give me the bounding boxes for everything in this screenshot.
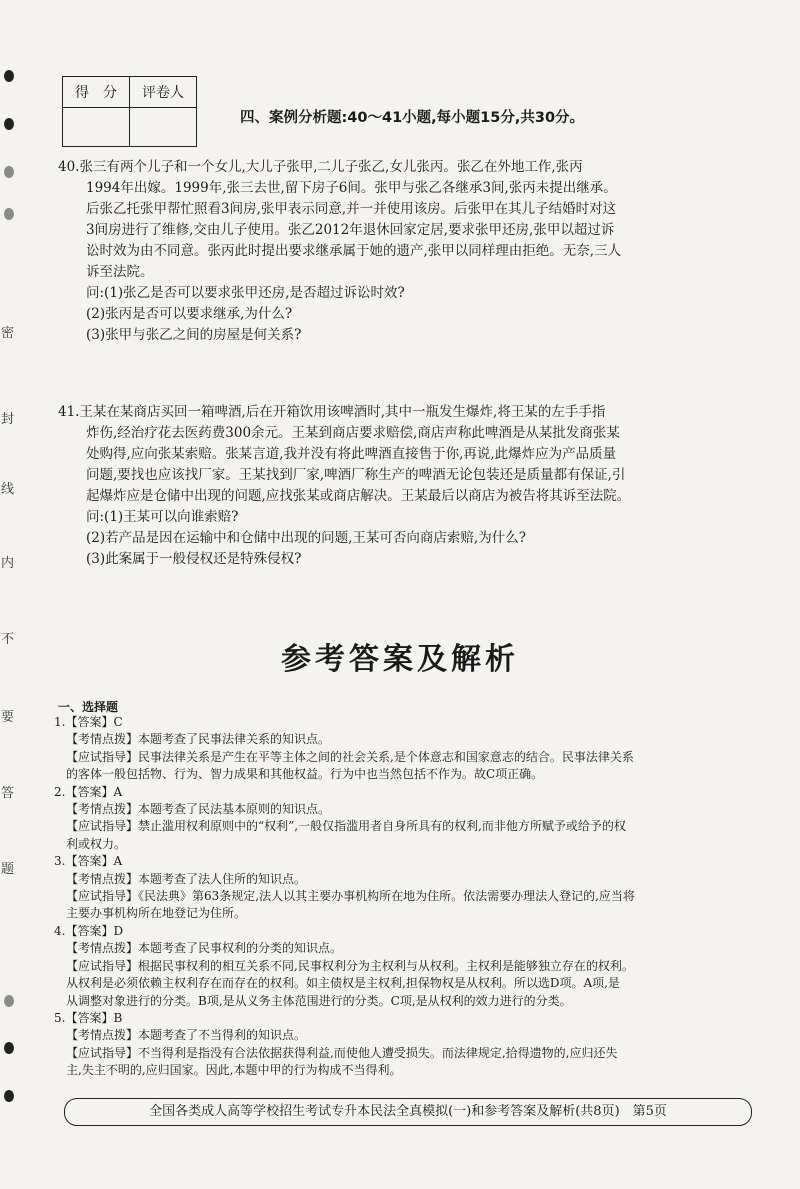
question-text-line: 后张乙托张甲帮忙照看3间房,张甲表示同意,并一并使用该房。后张甲在其儿子结婚时对这	[86, 201, 617, 217]
page-footer: 全国各类成人高等学校招生考试专升本民法全真模拟(一)和参考答案及解析(共8页) 第5页	[64, 1098, 752, 1126]
binding-hole	[4, 208, 14, 220]
question-text-line: 1994年出嫁。1999年,张三去世,留下房子6间。张甲与张乙各继承3间,张丙未提出继承。	[86, 180, 617, 196]
score-cell	[63, 108, 130, 147]
question-text-line: 处购得,应向张某索赔。张某言道,我并没有将此啤酒直接售于你,再说,此爆炸应为产品质量	[86, 446, 617, 462]
sub-question: 问:(1)张乙是否可以要求张甲还房,是否超过诉讼时效?	[86, 285, 405, 301]
answer-key: 4.【答案】D	[54, 923, 124, 938]
question-41	[58, 402, 766, 570]
answers-title: 参考答案及解析	[281, 642, 519, 677]
answer-guide-line: 【应试指导】根据民事权利的相互关系不同,民事权利分为主权利与从权利。主权利是能够独立存在的权利。	[66, 958, 634, 973]
answer-point: 【考情点拨】本题考查了不当得利的知识点。	[66, 1028, 307, 1043]
seal-char: 不	[1, 632, 15, 647]
sub-question: 问:(1)王某可以向谁索赔?	[86, 509, 239, 525]
answer-point: 【考情点拨】本题考查了民事权利的分类的知识点。	[66, 941, 343, 956]
grader-label: 评卷人	[130, 77, 197, 108]
binding-hole	[4, 166, 14, 178]
seal-char: 封	[1, 412, 15, 427]
question-text-line: 3间房进行了维修,交由儿子使用。张乙2012年退休回家定居,要求张甲还房,张甲以超过诉	[86, 222, 615, 238]
sub-question: (3)张甲与张乙之间的房屋是何关系?	[86, 327, 302, 343]
answer-guide-line: 从权利是必须依赖主权利存在而存在的权利。如主债权是主权利,担保物权是从权利。所以选D项。A项,是	[66, 976, 620, 991]
answer-key: 1.【答案】C	[54, 715, 123, 729]
question-text-line: 诉至法院。	[86, 264, 154, 280]
answer-guide-line: 的客体一般包括物、行为、智力成果和其他权益。行为中也当然包括不作为。故C项正确。	[66, 767, 544, 782]
question-text-line: 41.王某在某商店买回一箱啤酒,后在开箱饮用该啤酒时,其中一瓶发生爆炸,将王某的左手手指	[58, 404, 606, 420]
answers-section-heading: 一、选择题	[58, 700, 119, 714]
seal-char: 要	[1, 710, 15, 725]
answer-list	[54, 714, 766, 1080]
answer-point: 【考情点拨】本题考查了民法基本原则的知识点。	[66, 802, 331, 817]
score-table	[62, 76, 197, 147]
answer-guide-line: 【应试指导】民事法律关系是产生在平等主体之间的社会关系,是个体意志和国家意志的结合。民事法律关系	[66, 749, 634, 764]
sub-question: (2)张丙是否可以要求继承,为什么?	[86, 306, 293, 322]
answer-key: 2.【答案】A	[54, 784, 123, 799]
binding-hole	[4, 70, 14, 82]
question-text-line: 起爆炸应是仓储中出现的问题,应找张某或商店解决。王某最后以商店为被告将其诉至法院。	[86, 488, 631, 504]
question-40	[58, 157, 766, 346]
answer-guide-line: 【应试指导】《民法典》第63条规定,法人以其主要办事机构所在地为住所。依法需要办理法人登记的,应当将	[66, 889, 635, 904]
question-text-line: 问题,要找也应该找厂家。王某找到厂家,啤酒厂称生产的啤酒无论包装还是质量都有保证,引	[86, 467, 626, 483]
binding-hole	[4, 1042, 14, 1054]
section-heading: 四、案例分析题:40～41小题,每小题15分,共30分。	[240, 110, 585, 126]
seal-char: 题	[1, 862, 15, 877]
grader-cell	[130, 108, 197, 147]
question-text-line: 炸伤,经治疗花去医药费300余元。王某到商店要求赔偿,商店声称此啤酒是从某批发商张某	[86, 425, 620, 441]
answer-key: 3.【答案】A	[54, 854, 123, 869]
binding-hole	[4, 118, 14, 130]
sub-question: (3)此案属于一般侵权还是特殊侵权?	[86, 551, 302, 567]
answer-guide-line: 【应试指导】禁止滥用权利原则中的“权利”,一般仅指滥用者自身所具有的权利,而非他方所赋予或给予的权	[66, 819, 626, 834]
answer-guide-line: 【应试指导】不当得利是指没有合法依据获得利益,而使他人遭受损失。而法律规定,拾得遗物的,应归还失	[66, 1045, 618, 1060]
answer-guide-line: 主,失主不明的,应归国家。因此,本题中甲的行为构成不当得利。	[66, 1063, 402, 1078]
answer-key: 5.【答案】B	[54, 1010, 123, 1025]
answer-point: 【考情点拨】本题考查了民事法律关系的知识点。	[66, 732, 331, 747]
answer-point: 【考情点拨】本题考查了法人住所的知识点。	[66, 871, 307, 886]
seal-char: 内	[1, 556, 15, 571]
seal-char: 答	[1, 786, 15, 801]
binding-hole	[4, 1090, 14, 1102]
score-label: 得 分	[63, 77, 130, 108]
seal-char: 线	[1, 482, 15, 497]
binding-hole	[4, 995, 14, 1007]
question-text-line: 讼时效为由不同意。张丙此时提出要求继承属于她的遗产,张甲以同样理由拒绝。无奈,三人	[86, 243, 622, 259]
answer-guide-line: 从调整对象进行的分类。B项,是从义务主体范围进行的分类。C项,是从权利的效力进行的分类。	[66, 993, 572, 1008]
answer-guide-line: 主要办事机构所在地登记为住所。	[66, 906, 247, 921]
sub-question: (2)若产品是因在运输中和仓储中出现的问题,王某可否向商店索赔,为什么?	[86, 530, 526, 546]
question-text-line: 40.张三有两个儿子和一个女儿,大儿子张甲,二儿子张乙,女儿张丙。张乙在外地工作,张丙	[58, 159, 583, 175]
answer-guide-line: 利或权力。	[66, 836, 127, 851]
seal-char: 密	[1, 326, 15, 341]
